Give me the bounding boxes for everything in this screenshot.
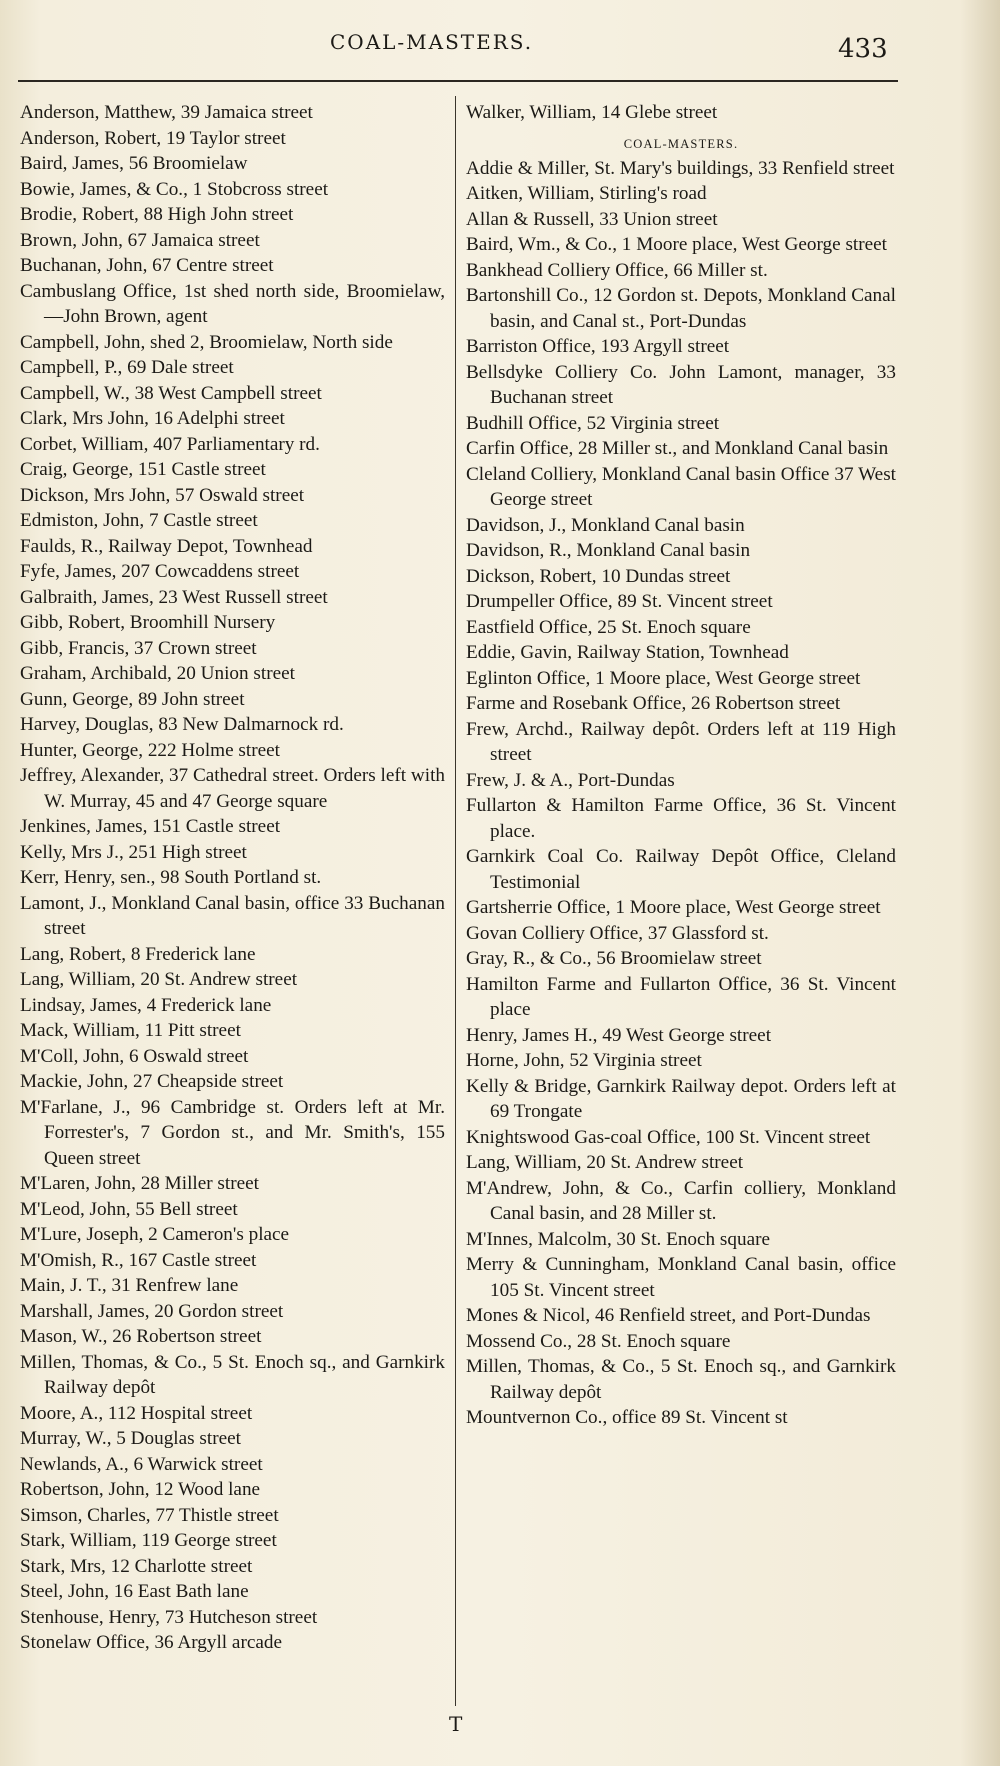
page-number: 433 — [838, 34, 888, 64]
directory-entry: Moore, A., 112 Hospital street — [20, 1402, 253, 1424]
directory-entry: M'Omish, R., 167 Castle street — [20, 1249, 257, 1271]
directory-entry: Mack, William, 11 Pitt street — [20, 1020, 241, 1041]
directory-entry: Govan Colliery Office, 37 Glassford st. — [466, 922, 769, 944]
column-divider — [455, 96, 456, 1706]
directory-entry: Stonelaw Office, 36 Argyll arcade — [20, 1632, 282, 1653]
directory-entry: Fullarton & Hamilton Farme Office, 36 St. Vincent place. — [466, 795, 896, 842]
directory-entry: Stenhouse, Henry, 73 Hutcheson street — [20, 1606, 318, 1628]
directory-entry: Marshall, James, 20 Gordon street — [20, 1300, 284, 1322]
directory-entry: Barriston Office, 193 Argyll street — [466, 336, 730, 357]
directory-entry: Harvey, Douglas, 83 New Dalmarnock rd. — [20, 714, 344, 735]
directory-entry: Buchanan, John, 67 Centre street — [20, 255, 274, 276]
directory-entry: Aitken, William, Stirling's road — [466, 183, 707, 204]
running-title: COAL-MASTERS. — [330, 30, 534, 54]
directory-entry: Jenkines, James, 151 Castle street — [20, 816, 281, 837]
directory-entry: Lang, Robert, 8 Frederick lane — [20, 943, 256, 965]
directory-entry: Mackie, John, 27 Cheapside street — [20, 1071, 284, 1092]
directory-entry: Main, J. T., 31 Renfrew lane — [20, 1275, 239, 1296]
directory-entry: Bellsdyke Colliery Co. John Lamont, manager, 33 Buchanan street — [466, 361, 896, 408]
directory-entry: Davidson, J., Monkland Canal basin — [466, 514, 745, 536]
directory-entry: Kelly, Mrs J., 251 High street — [20, 841, 247, 863]
directory-entry: Garnkirk Coal Co. Railway Depôt Office, Cleland Testimonial — [466, 846, 896, 893]
directory-entry: Mones & Nicol, 46 Renfield street, and Port-Dundas — [466, 1305, 871, 1326]
directory-entry: Lang, William, 20 St. Andrew street — [20, 969, 298, 990]
directory-entry: M'Innes, Malcolm, 30 St. Enoch square — [466, 1228, 771, 1250]
directory-entry: Bankhead Colliery Office, 66 Miller st. — [466, 259, 768, 281]
directory-entry: Horne, John, 52 Virginia street — [466, 1050, 702, 1071]
directory-entry: Galbraith, James, 23 West Russell street — [20, 586, 328, 608]
directory-entry: Corbet, William, 407 Parliamentary rd. — [20, 433, 320, 455]
directory-entry: Simson, Charles, 77 Thistle street — [20, 1504, 279, 1526]
directory-entry: Addie & Miller, St. Mary's buildings, 33 Renfield street — [466, 157, 895, 179]
header-rule — [18, 80, 898, 82]
directory-entry: Eddie, Gavin, Railway Station, Townhead — [466, 642, 789, 663]
directory-entry: Stark, Mrs, 12 Charlotte street — [20, 1555, 253, 1577]
directory-entry: M'Farlane, J., 96 Cambridge st. Orders left at Mr. Forrester's, 7 Gordon st., and Mr. Smith's, 155 Queen street — [20, 1096, 445, 1169]
directory-entry: Dickson, Robert, 10 Dundas street — [466, 565, 731, 587]
directory-entry: Millen, Thomas, & Co., 5 St. Enoch sq., and Garnkirk Railway depôt — [20, 1351, 445, 1398]
directory-entry: M'Laren, John, 28 Miller street — [20, 1173, 259, 1194]
directory-entry: Lang, William, 20 St. Andrew street — [466, 1152, 744, 1173]
directory-entry: Fyfe, James, 207 Cowcaddens street — [20, 561, 300, 582]
signature-mark: T — [449, 1712, 463, 1736]
directory-entry: Knightswood Gas-coal Office, 100 St. Vincent street — [466, 1126, 871, 1148]
directory-entry: Gibb, Robert, Broomhill Nursery — [20, 612, 276, 633]
directory-entry: Robertson, John, 12 Wood lane — [20, 1479, 261, 1500]
directory-entry: Walker, William, 14 Glebe street — [466, 102, 718, 123]
directory-entry: Mason, W., 26 Robertson street — [20, 1326, 262, 1347]
directory-entry: Baird, Wm., & Co., 1 Moore place, West George street — [466, 234, 888, 255]
page-header — [0, 28, 1000, 68]
directory-entry: Murray, W., 5 Douglas street — [20, 1428, 241, 1449]
directory-entry: Gartsherrie Office, 1 Moore place, West George street — [466, 897, 881, 918]
directory-entry: Carfin Office, 28 Miller st., and Monkland Canal basin — [466, 438, 889, 459]
directory-entry: Eastfield Office, 25 St. Enoch square — [466, 616, 751, 638]
directory-entry: Hamilton Farme and Fullarton Office, 36 St. Vincent place — [466, 973, 896, 1020]
directory-entry: Brown, John, 67 Jamaica street — [20, 229, 260, 251]
directory-entry: Cleland Colliery, Monkland Canal basin Office 37 West George street — [466, 463, 896, 510]
directory-entry: M'Leod, John, 55 Bell street — [20, 1198, 238, 1220]
directory-entry: Anderson, Matthew, 39 Jamaica street — [20, 102, 313, 123]
directory-entry: Faulds, R., Railway Depot, Townhead — [20, 535, 313, 557]
directory-entry: Mountvernon Co., office 89 St. Vincent st — [466, 1407, 788, 1428]
directory-entry: Brodie, Robert, 88 High John street — [20, 204, 294, 225]
directory-entry: Frew, Archd., Railway depôt. Orders left at 119 High street — [466, 718, 896, 765]
directory-entry: Gibb, Francis, 37 Crown street — [20, 637, 257, 659]
left-column — [20, 100, 445, 1656]
directory-entry: Frew, J. & A., Port-Dundas — [466, 769, 675, 791]
directory-entry: Edmiston, John, 7 Castle street — [20, 510, 258, 531]
right-column — [466, 100, 896, 1431]
directory-entry: Kelly & Bridge, Garnkirk Railway depot. Orders left at 69 Trongate — [466, 1075, 896, 1122]
directory-entry: Drumpeller Office, 89 St. Vincent street — [466, 591, 773, 612]
directory-entry: Bartonshill Co., 12 Gordon st. Depots, Monkland Canal basin, and Canal st., Port-Dundas — [466, 285, 896, 332]
directory-entry: Henry, James H., 49 West George street — [466, 1024, 772, 1046]
directory-entry: Newlands, A., 6 Warwick street — [20, 1453, 263, 1475]
directory-entry: M'Lure, Joseph, 2 Cameron's place — [20, 1224, 290, 1245]
directory-entry: Campbell, P., 69 Dale street — [20, 357, 234, 378]
directory-entry: Clark, Mrs John, 16 Adelphi street — [20, 408, 285, 429]
directory-entry: Campbell, W., 38 West Campbell street — [20, 382, 322, 404]
directory-entry: Anderson, Robert, 19 Taylor street — [20, 127, 286, 149]
directory-entry: Mossend Co., 28 St. Enoch square — [466, 1330, 731, 1352]
directory-entry: Kerr, Henry, sen., 98 South Portland st. — [20, 867, 322, 888]
directory-entry: Gray, R., & Co., 56 Broomielaw street — [466, 948, 762, 969]
directory-entry: Gunn, George, 89 John street — [20, 688, 245, 710]
directory-entry: Bowie, James, & Co., 1 Stobcross street — [20, 178, 329, 200]
directory-entry: Hunter, George, 222 Holme street — [20, 739, 280, 761]
directory-entry: Allan & Russell, 33 Union street — [466, 208, 718, 230]
directory-entry: Millen, Thomas, & Co., 5 St. Enoch sq., and Garnkirk Railway depôt — [466, 1356, 896, 1403]
directory-entry: Dickson, Mrs John, 57 Oswald street — [20, 484, 305, 506]
directory-entry: Campbell, John, shed 2, Broomielaw, North side — [20, 331, 393, 353]
section-heading: COAL-MASTERS. — [623, 136, 739, 151]
directory-entry: Jeffrey, Alexander, 37 Cathedral street. Orders left with W. Murray, 45 and 47 George square — [20, 765, 445, 812]
directory-entry: Farme and Rosebank Office, 26 Robertson street — [466, 693, 841, 714]
directory-entry: Baird, James, 56 Broomielaw — [20, 153, 248, 174]
directory-entry: Cambuslang Office, 1st shed north side, Broomielaw,—John Brown, agent — [20, 280, 445, 327]
directory-entry: Graham, Archibald, 20 Union street — [20, 663, 295, 684]
directory-entry: Merry & Cunningham, Monkland Canal basin, office 105 St. Vincent street — [466, 1254, 896, 1301]
directory-entry: Lamont, J., Monkland Canal basin, office 33 Buchanan street — [20, 892, 445, 939]
directory-entry: Lindsay, James, 4 Frederick lane — [20, 994, 272, 1016]
directory-entry: Eglinton Office, 1 Moore place, West George street — [466, 667, 861, 689]
directory-entry: Davidson, R., Monkland Canal basin — [466, 540, 751, 561]
directory-entry: M'Andrew, John, & Co., Carfin colliery, Monkland Canal basin, and 28 Miller st. — [466, 1177, 896, 1224]
directory-entry: Craig, George, 151 Castle street — [20, 459, 266, 480]
directory-entry: Budhill Office, 52 Virginia street — [466, 412, 720, 434]
directory-entry: Stark, William, 119 George street — [20, 1530, 277, 1551]
directory-entry: Steel, John, 16 East Bath lane — [20, 1581, 249, 1602]
directory-entry: M'Coll, John, 6 Oswald street — [20, 1045, 249, 1067]
